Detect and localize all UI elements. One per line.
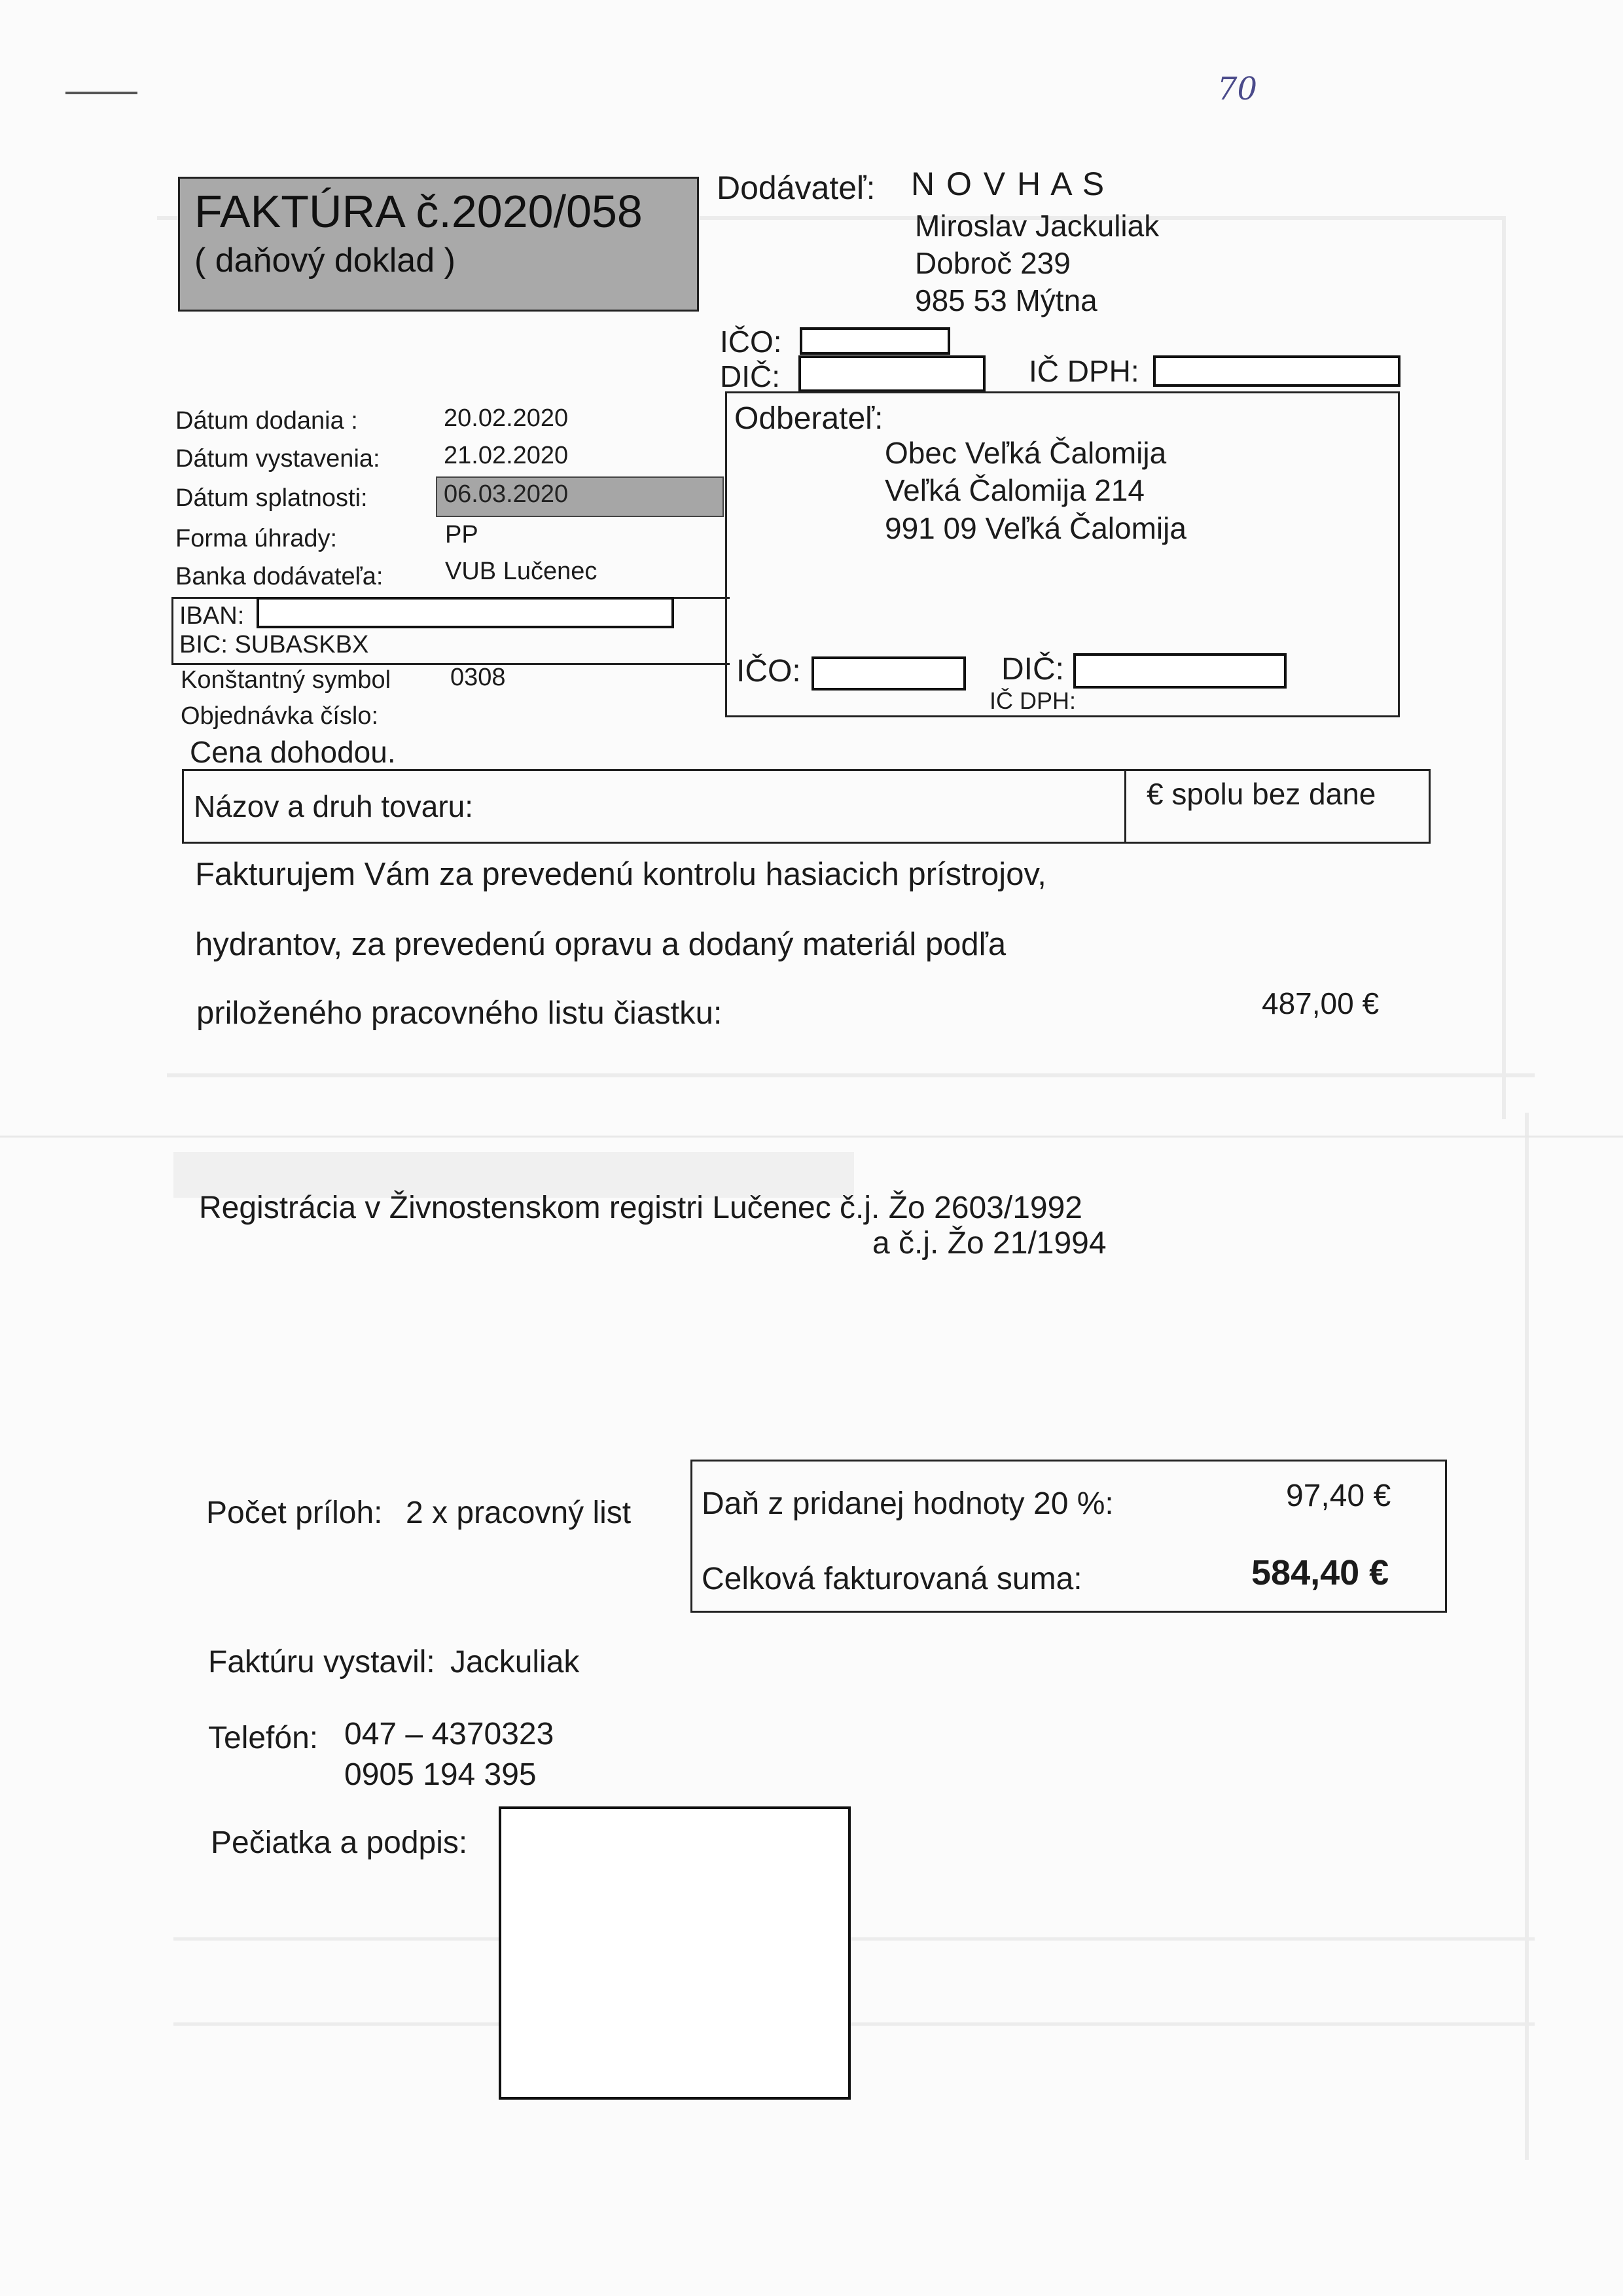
vat-value: 97,40 € — [1286, 1479, 1391, 1513]
invoice-title-block — [178, 177, 699, 312]
item-amount: 487,00 € — [1262, 986, 1380, 1020]
iban-label: IBAN: — [179, 602, 245, 630]
supplier-city: 985 53 Mýtna — [915, 283, 1097, 317]
bleed-line — [173, 1937, 1535, 1941]
bleed-line — [167, 1073, 1535, 1077]
detail-label: Forma úhrady: — [175, 525, 338, 552]
invoice-title: FAKTÚRA č.2020/058 — [194, 186, 643, 237]
phone-value: 0905 194 395 — [344, 1757, 537, 1792]
redacted-supplier-dic — [798, 355, 986, 392]
bic-value: BIC: SUBASKBX — [179, 631, 369, 658]
bleed-line — [1502, 216, 1506, 1119]
detail-label: Dátum dodania : — [175, 407, 358, 435]
supplier-street: Dobroč 239 — [915, 246, 1071, 280]
item-line: Fakturujem Vám za prevedenú kontrolu hasiacich prístrojov, — [195, 857, 1046, 892]
bleed-line — [1525, 1113, 1529, 2160]
issued-by-label: Faktúru vystavil: — [208, 1645, 435, 1679]
detail-label: Banka dodávateľa: — [175, 563, 383, 590]
customer-name: Obec Veľká Čalomija — [885, 436, 1167, 470]
stamp-label: Pečiatka a podpis: — [211, 1825, 468, 1860]
due-date-value: 06.03.2020 — [444, 480, 569, 508]
customer-icdph-label: IČ DPH: — [990, 687, 1077, 714]
supplier-name: N O V H A S — [911, 166, 1106, 202]
total-label: Celková fakturovaná suma: — [702, 1562, 1082, 1596]
page-note: 70 — [1217, 71, 1258, 107]
detail-label: Dátum vystavenia: — [175, 445, 380, 473]
header-left-border — [182, 769, 184, 842]
issued-by-value: Jackuliak — [450, 1645, 580, 1679]
constant-symbol-label: Konštantný symbol — [181, 666, 391, 694]
attachments-value: 2 x pracovný list — [406, 1496, 632, 1530]
redacted-supplier-ico — [800, 327, 950, 355]
constant-symbol-value: 0308 — [450, 664, 506, 691]
table-divider — [1124, 771, 1126, 842]
supplier-icdph-label: IČ DPH: — [1029, 354, 1139, 388]
customer-ico-label: IČO: — [736, 654, 801, 689]
supplier-dic-label: DIČ: — [720, 359, 780, 393]
vat-label: Daň z pridanej hodnoty 20 %: — [702, 1486, 1114, 1521]
scan-fold — [0, 1136, 1623, 1138]
redacted-supplier-icdph — [1153, 355, 1400, 387]
item-line: priloženého pracovného listu čiastku: — [196, 996, 722, 1031]
margin-mark — [65, 92, 137, 94]
redacted-customer-ico — [812, 656, 966, 691]
order-number-label: Objednávka číslo: — [181, 702, 379, 730]
customer-label: Odberateľ: — [734, 401, 883, 436]
bank-value: VUB Lučenec — [445, 558, 597, 585]
phone-label: Telefón: — [208, 1721, 319, 1755]
phone-value: 047 – 4370323 — [344, 1717, 554, 1751]
redacted-stamp-signature — [499, 1806, 851, 2100]
supplier-person: Miroslav Jackuliak — [915, 209, 1160, 243]
registration-line: a č.j. Žo 21/1994 — [872, 1226, 1107, 1261]
invoice-subtitle: ( daňový doklad ) — [194, 242, 455, 279]
detail-value: 20.02.2020 — [444, 404, 569, 432]
supplier-label: Dodávateľ: — [717, 170, 876, 206]
item-line: hydrantov, za prevedenú opravu a dodaný materiál podľa — [195, 927, 1007, 962]
col-item-header: Názov a druh tovaru: — [194, 789, 474, 823]
detail-value: PP — [445, 521, 478, 548]
detail-value: 21.02.2020 — [444, 442, 569, 469]
registration-line: Registrácia v Živnostenskom registri Lučenec č.j. Žo 2603/1992 — [199, 1191, 1082, 1225]
col-total-header: € spolu bez dane — [1147, 777, 1376, 811]
total-value: 584,40 € — [1251, 1553, 1389, 1592]
detail-label: Dátum splatnosti: — [175, 484, 368, 512]
redacted-customer-dic — [1073, 653, 1287, 689]
bleed-line — [173, 2022, 1535, 2026]
attachments-label: Počet príloh: — [206, 1496, 383, 1530]
redacted-iban — [257, 597, 674, 628]
customer-street: Veľká Čalomija 214 — [885, 473, 1145, 507]
supplier-ico-label: IČO: — [720, 325, 782, 359]
customer-city: 991 09 Veľká Čalomija — [885, 511, 1186, 545]
customer-dic-label: DIČ: — [1001, 652, 1064, 687]
price-note: Cena dohodou. — [190, 735, 396, 769]
